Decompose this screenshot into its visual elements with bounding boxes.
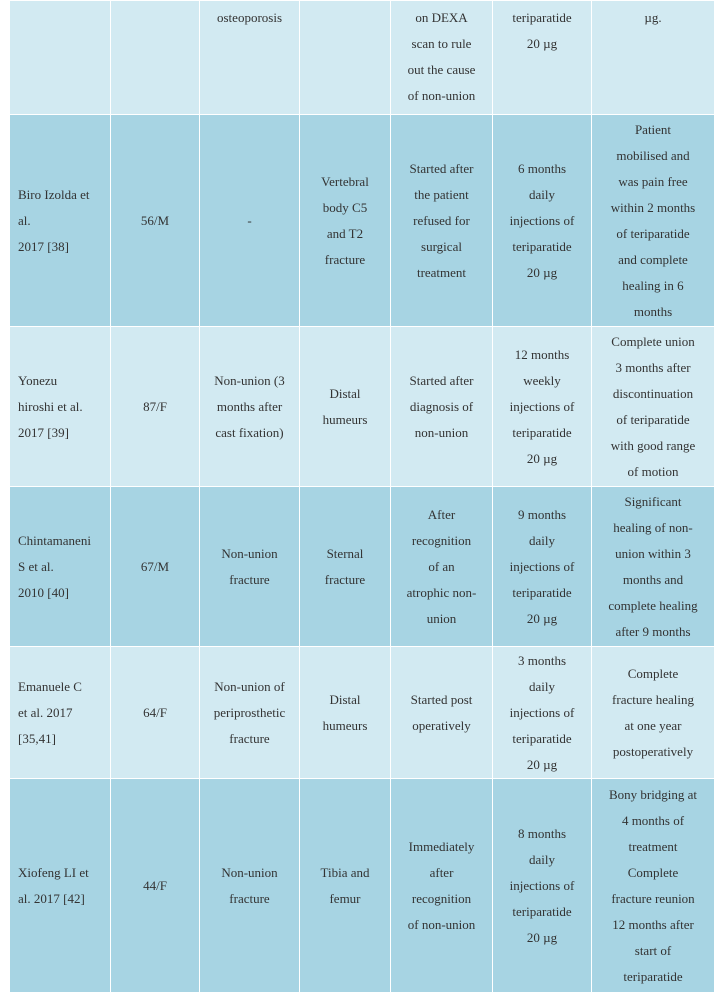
table-cell	[10, 1, 111, 115]
table-cell	[391, 487, 493, 647]
table-cell	[200, 115, 300, 327]
table-cell	[200, 779, 300, 993]
table-cell	[592, 115, 715, 327]
table-cell	[493, 1, 592, 115]
table-cell	[391, 647, 493, 779]
cell-text: 44/F	[143, 877, 167, 893]
table-cell	[111, 115, 200, 327]
table-row	[10, 1, 715, 115]
cell-text: 8 months daily injections of teriparatide 20 µg	[509, 825, 575, 945]
table-cell	[111, 327, 200, 487]
cell-text: Started after diagnosis of non-union	[409, 372, 474, 440]
cell-text: 9 months daily injections of teriparatide 20 µg	[509, 506, 575, 626]
cell-text: Complete union 3 months after discontinuation of teriparatide with good range of motion	[610, 333, 696, 479]
table-cell	[300, 779, 391, 993]
table-cell	[592, 1, 715, 115]
table-cell	[10, 115, 111, 327]
table-cell	[391, 327, 493, 487]
cell-text: 87/F	[143, 398, 167, 414]
cell-text: 6 months daily injections of teriparatide 20 µg	[509, 160, 575, 280]
table-row	[10, 779, 715, 993]
table-cell	[300, 115, 391, 327]
table-row	[10, 115, 715, 327]
table-cell	[592, 327, 715, 487]
table-cell	[111, 779, 200, 993]
cell-text: Immediately after recognition of non-union	[407, 838, 476, 932]
table-cell	[200, 647, 300, 779]
cell-text: 3 months daily injections of teriparatide 20 µg	[509, 652, 575, 772]
cell-text: Started after the patient refused for surgical treatment	[409, 160, 474, 280]
cell-text: Chintamaneni S et al. 2010 [40]	[18, 532, 91, 600]
cell-text: on DEXA scan to rule out the cause of non-union	[407, 10, 476, 103]
cell-text: Non-union fracture	[221, 545, 278, 587]
cell-text: Distal humeurs	[322, 691, 368, 733]
cell-text: -	[247, 212, 252, 228]
table-cell	[10, 647, 111, 779]
table-row	[10, 487, 715, 647]
table-row	[10, 647, 715, 779]
table-cell	[592, 487, 715, 647]
table-cell	[493, 115, 592, 327]
cell-text: Non-union of periprosthetic fracture	[213, 678, 286, 746]
cell-text: 64/F	[143, 704, 167, 720]
table-cell	[493, 487, 592, 647]
table-cell	[300, 487, 391, 647]
table-cell	[493, 327, 592, 487]
cell-text: Tibia and femur	[320, 864, 370, 906]
cell-text: Sternal fracture	[324, 545, 366, 587]
table-cell	[111, 487, 200, 647]
cell-text: Vertebral body C5 and T2 fracture	[321, 173, 369, 267]
table-cell	[300, 1, 391, 115]
cell-text: Biro Izolda et al. 2017 [38]	[18, 186, 90, 254]
cell-text: Yonezu hiroshi et al. 2017 [39]	[18, 372, 83, 440]
teriparatide-case-table	[9, 0, 715, 993]
cell-text: Complete fracture healing at one year postoperatively	[612, 665, 694, 759]
cell-text: Non-union fracture	[221, 864, 278, 906]
cell-text: teriparatide 20 µg	[512, 10, 572, 51]
table-cell	[10, 779, 111, 993]
table-cell	[300, 647, 391, 779]
cell-text: Patient mobilised and was pain free within 2 months of teriparatide and complete healing in 6 months	[610, 121, 696, 319]
table-cell	[200, 1, 300, 115]
table-cell	[111, 1, 200, 115]
table-cell	[493, 779, 592, 993]
cell-text: Significant healing of non- union within 3 months and complete healing after 9 months	[608, 493, 698, 639]
table-cell	[592, 779, 715, 993]
table-cell	[300, 327, 391, 487]
table-cell	[200, 327, 300, 487]
cell-text: 12 months weekly injections of teriparatide 20 µg	[509, 346, 575, 466]
table-cell	[493, 647, 592, 779]
cell-text: µg.	[644, 10, 662, 25]
cell-text: 56/M	[140, 212, 170, 228]
table-cell	[391, 115, 493, 327]
cell-text: osteoporosis	[217, 10, 282, 25]
table-cell	[391, 1, 493, 115]
table-cell	[592, 647, 715, 779]
cell-text: Started post operatively	[410, 691, 473, 733]
cell-text: Xiofeng LI et al. 2017 [42]	[18, 864, 89, 906]
cell-text: Bony bridging at 4 months of treatment Complete fracture reunion 12 months after start of teriparatide	[608, 786, 698, 984]
table-cell	[391, 779, 493, 993]
cell-text: Emanuele C et al. 2017 [35,41]	[18, 678, 82, 746]
cell-text: 67/M	[140, 558, 170, 574]
table-cell	[111, 647, 200, 779]
cell-text: Non-union (3 months after cast fixation)	[214, 372, 285, 440]
table-row	[10, 327, 715, 487]
cell-text: After recognition of an atrophic non- union	[406, 506, 477, 626]
table-cell	[10, 487, 111, 647]
table-cell	[10, 327, 111, 487]
cell-text: Distal humeurs	[322, 385, 368, 427]
table-cell	[200, 487, 300, 647]
